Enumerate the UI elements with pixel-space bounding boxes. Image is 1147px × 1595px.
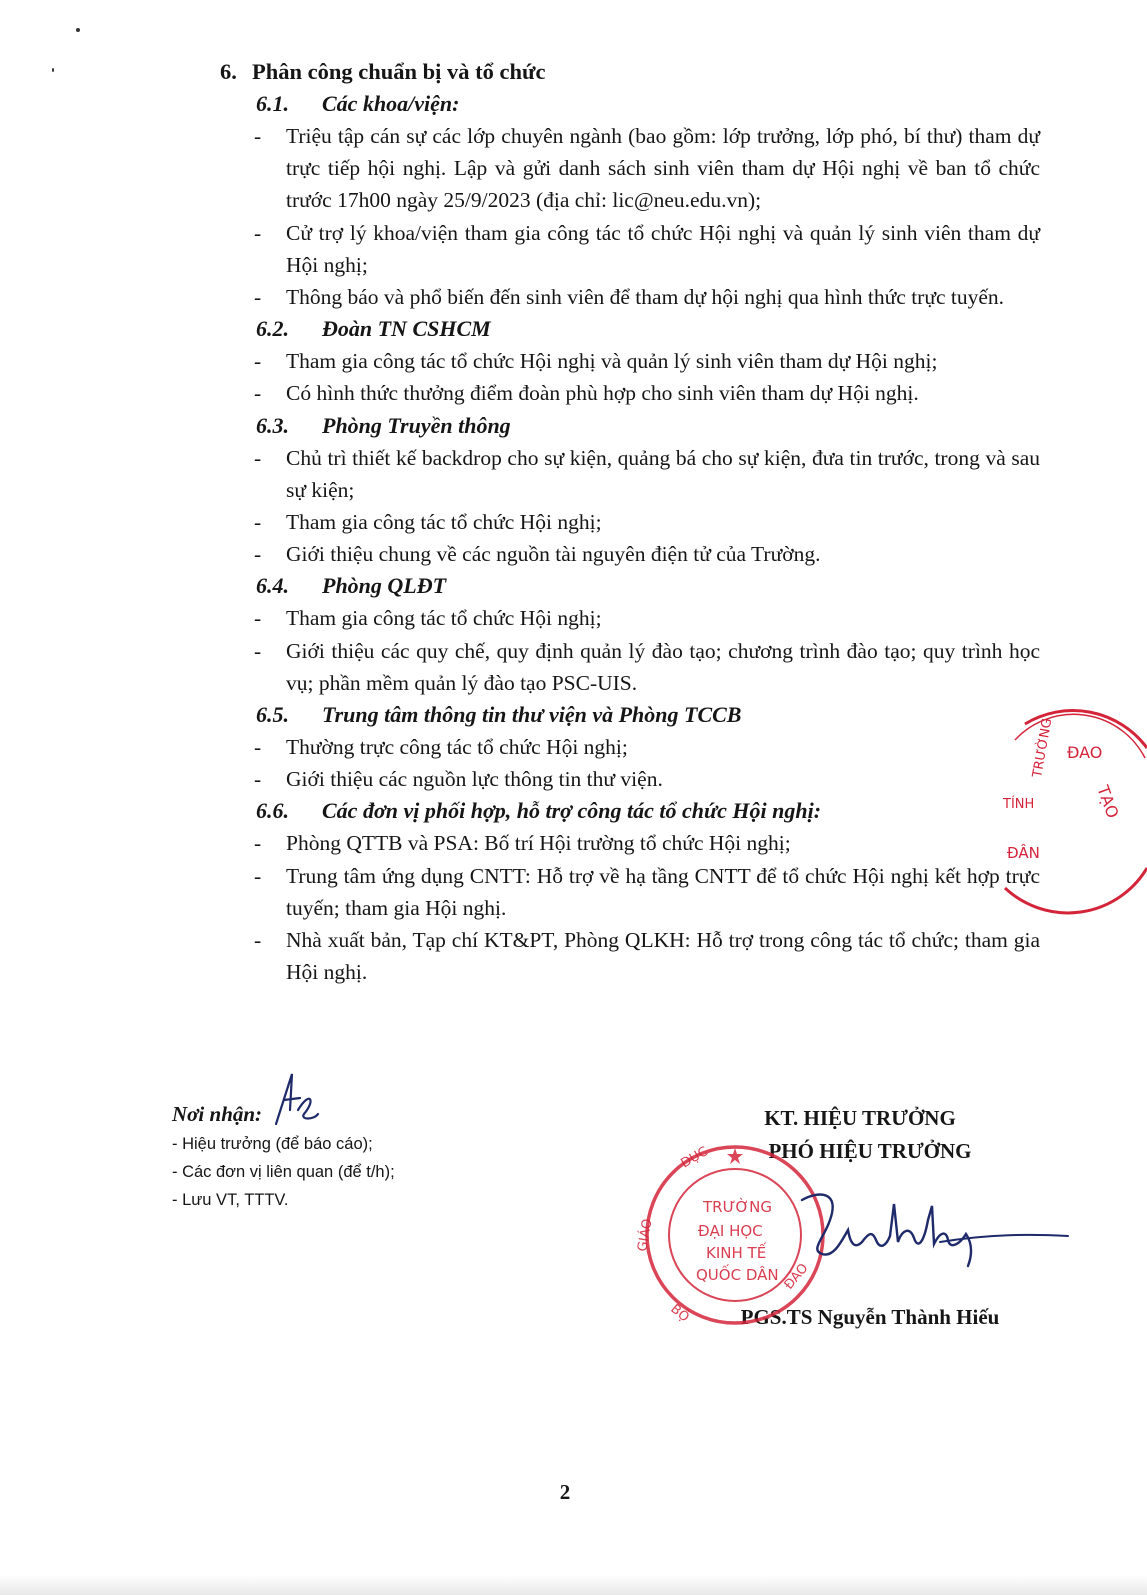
section-title: Phân công chuẩn bị và tổ chức [252,59,546,84]
svg-text:ĐẠI HỌC: ĐẠI HỌC [698,1222,763,1240]
subsection-title: Đoàn TN CSHCM [322,316,491,342]
list-item-text: Thông báo và phổ biến đến sinh viên để tham dự hội nghị qua hình thức trực tuyến. [286,285,1005,310]
subsection-heading [256,570,1040,602]
subsection-title: Trung tâm thông tin thư viện và Phòng TCCB [322,702,742,728]
list-item-text: Giới thiệu các quy chế, quy định quản lý đào tạo; chương trình đào tạo; quy trình học vụ; phần mềm quản lý đào tạo PSC-UIS. [286,638,1040,695]
list-item-text: Tham gia công tác tổ chức Hội nghị; [286,510,602,535]
svg-text:TRƯỜNG: TRƯỜNG [1030,717,1056,779]
recipients-title: Nơi nhận: [172,1102,263,1126]
subsection-title: Các đơn vị phối hợp, hỗ trợ công tác tổ chức Hội nghị: [322,798,822,824]
scan-speck [76,28,80,32]
list-item-text: Tham gia công tác tổ chức Hội nghị; [286,606,602,631]
subsection-number: 6.3. [256,412,289,438]
section-assignments [220,56,1040,988]
subsection-number: 6.1. [256,91,289,116]
signer-name: PGS.TS Nguyễn Thành Hiếu [740,1305,1000,1329]
subsection-heading [256,699,1040,731]
subsection-title: Phòng QLĐT [322,573,447,599]
subsection-number: 6.5. [256,702,289,728]
list-item-text: Trung tâm ứng dụng CNTT: Hỗ trợ về hạ tầng CNTT để tổ chức Hội nghị kết hợp trực tuyến; tham gia Hội nghị. [286,863,1040,920]
svg-text:ĐÂN: ĐÂN [1007,844,1040,862]
recipient-line: - Các đơn vị liên quan (để t/h); [172,1163,395,1181]
signature-subtitle: PHÓ HIỆU TRƯỞNG [768,1139,972,1163]
recipient-line: - Lưu VT, TTTV. [172,1191,289,1209]
section-heading [220,56,1040,88]
list-item-text: Có hình thức thưởng điểm đoàn phù hợp cho sinh viên tham dự Hội nghị. [286,381,919,406]
list-item-text: Giới thiệu chung về các nguồn tài nguyên điện tử của Trường. [286,542,821,567]
recipients-block [172,1098,592,1214]
list-item: - Triệu tập cán sự các lớp chuyên ngành (bao gồm: lớp trưởng, lớp phó, bí thư) tham dự trực tiếp hội nghị. Lập và gửi danh sách sinh viên tham dự Hội nghị về ban tổ chức trước 17h00 ngày 25/9/2023 (địa chỉ: lic@neu.edu.vn); [254,124,1040,213]
subsection-heading [256,410,1040,442]
subsection-number: 6.2. [256,316,289,342]
list-item-text: Phòng QTTB và PSA: Bố trí Hội trường tổ chức Hội nghị; [286,831,791,856]
svg-text:ĐÀO: ĐÀO [781,1260,812,1293]
list-item-text: Nhà xuất bản, Tạp chí KT&PT, Phòng QLKH: Hỗ trợ trong công tác tổ chức; tham gia Hội nghị. [286,928,1040,985]
subsection-number: 6.4. [256,573,289,599]
recipient-line: - Hiệu trưởng (để báo cáo); [172,1135,373,1153]
list-item: - Phòng QTTB và PSA: Bố trí Hội trường tổ chức Hội nghị; [254,831,791,856]
list-item-text: Chủ trì thiết kế backdrop cho sự kiện, quảng bá cho sự kiện, đưa tin trước, trong và sau sự kiện; [286,445,1040,502]
svg-text:TÍNH: TÍNH [1003,797,1035,812]
list-item: - Thường trực công tác tổ chức Hội nghị; [254,735,628,760]
list-item: - Giới thiệu các nguồn lực thông tin thư viện. [254,767,663,792]
scan-speck [52,68,54,72]
svg-text:QUỐC DÂN: QUỐC DÂN [696,1266,779,1284]
list-item-text: Cử trợ lý khoa/viện tham gia công tác tổ chức Hội nghị và quản lý sinh viên tham dự Hội nghị; [286,220,1040,277]
list-item: - Có hình thức thưởng điểm đoàn phù hợp cho sinh viên tham dự Hội nghị. [254,381,919,406]
list-item-text: Tham gia công tác tổ chức Hội nghị và quản lý sinh viên tham dự Hội nghị; [286,349,938,374]
list-item: - Tham gia công tác tổ chức Hội nghị; [254,510,602,535]
subsection-heading [256,313,1040,345]
list-item: - Trung tâm ứng dụng CNTT: Hỗ trợ về hạ tầng CNTT để tổ chức Hội nghị kết hợp trực tuyến; tham gia Hội nghị. [254,863,1040,920]
list-item: - Chủ trì thiết kế backdrop cho sự kiện, quảng bá cho sự kiện, đưa tin trước, trong và sau sự kiện; [254,445,1040,502]
list-item: - Tham gia công tác tổ chức Hội nghị; [254,606,602,631]
page-number: 2 [559,1480,571,1504]
svg-text:ĐAO: ĐAO [1067,743,1103,762]
subsection-title: Phòng Truyền thông [322,412,511,438]
svg-text:TRƯỜNG: TRƯỜNG [703,1198,772,1216]
subsection-title: Các khoa/viện: [322,91,460,116]
svg-text:KINH TẾ: KINH TẾ [706,1244,767,1262]
scan-edge [0,1575,1147,1595]
section-number: 6. [220,59,237,84]
list-item: - Cử trợ lý khoa/viện tham gia công tác tổ chức Hội nghị và quản lý sinh viên tham dự Hội nghị; [254,220,1040,277]
list-item: - Nhà xuất bản, Tạp chí KT&PT, Phòng QLKH: Hỗ trợ trong công tác tổ chức; tham gia Hội nghị. [254,928,1040,985]
list-item: - Tham gia công tác tổ chức Hội nghị và quản lý sinh viên tham dự Hội nghị; [254,349,938,374]
handwritten-signature-image [790,1180,1070,1275]
list-item-text: Thường trực công tác tổ chức Hội nghị; [286,735,628,760]
svg-text:GIÁO: GIÁO [635,1217,656,1253]
subsection-number: 6.6. [256,798,289,824]
svg-text:DỤC: DỤC [678,1144,711,1172]
svg-text:BỘ: BỘ [667,1301,692,1326]
list-item: - Thông báo và phổ biến đến sinh viên để tham dự hội nghị qua hình thức trực tuyến. [254,285,1005,310]
initials-signature-image [270,1070,320,1128]
list-item-text: Triệu tập cán sự các lớp chuyên ngành (bao gồm: lớp trưởng, lớp phó, bí thư) tham dự trực tiếp hội nghị. Lập và gửi danh sách sinh viên tham dự Hội nghị về ban tổ chức trước 17h00 ngày 25/9/2023 (địa chỉ: lic@neu.edu.vn); [286,124,1040,213]
subsection-heading [256,795,1040,827]
svg-text:TẠO: TẠO [1093,782,1123,821]
list-item: - Giới thiệu chung về các nguồn tài nguyên điện tử của Trường. [254,542,821,567]
subsection-heading [256,88,1040,120]
list-item-text: Giới thiệu các nguồn lực thông tin thư viện. [286,767,663,792]
signature-title: KT. HIỆU TRƯỞNG [764,1106,956,1130]
list-item: - Giới thiệu các quy chế, quy định quản lý đào tạo; chương trình đào tạo; quy trình học vụ; phần mềm quản lý đào tạo PSC-UIS. [254,638,1040,695]
